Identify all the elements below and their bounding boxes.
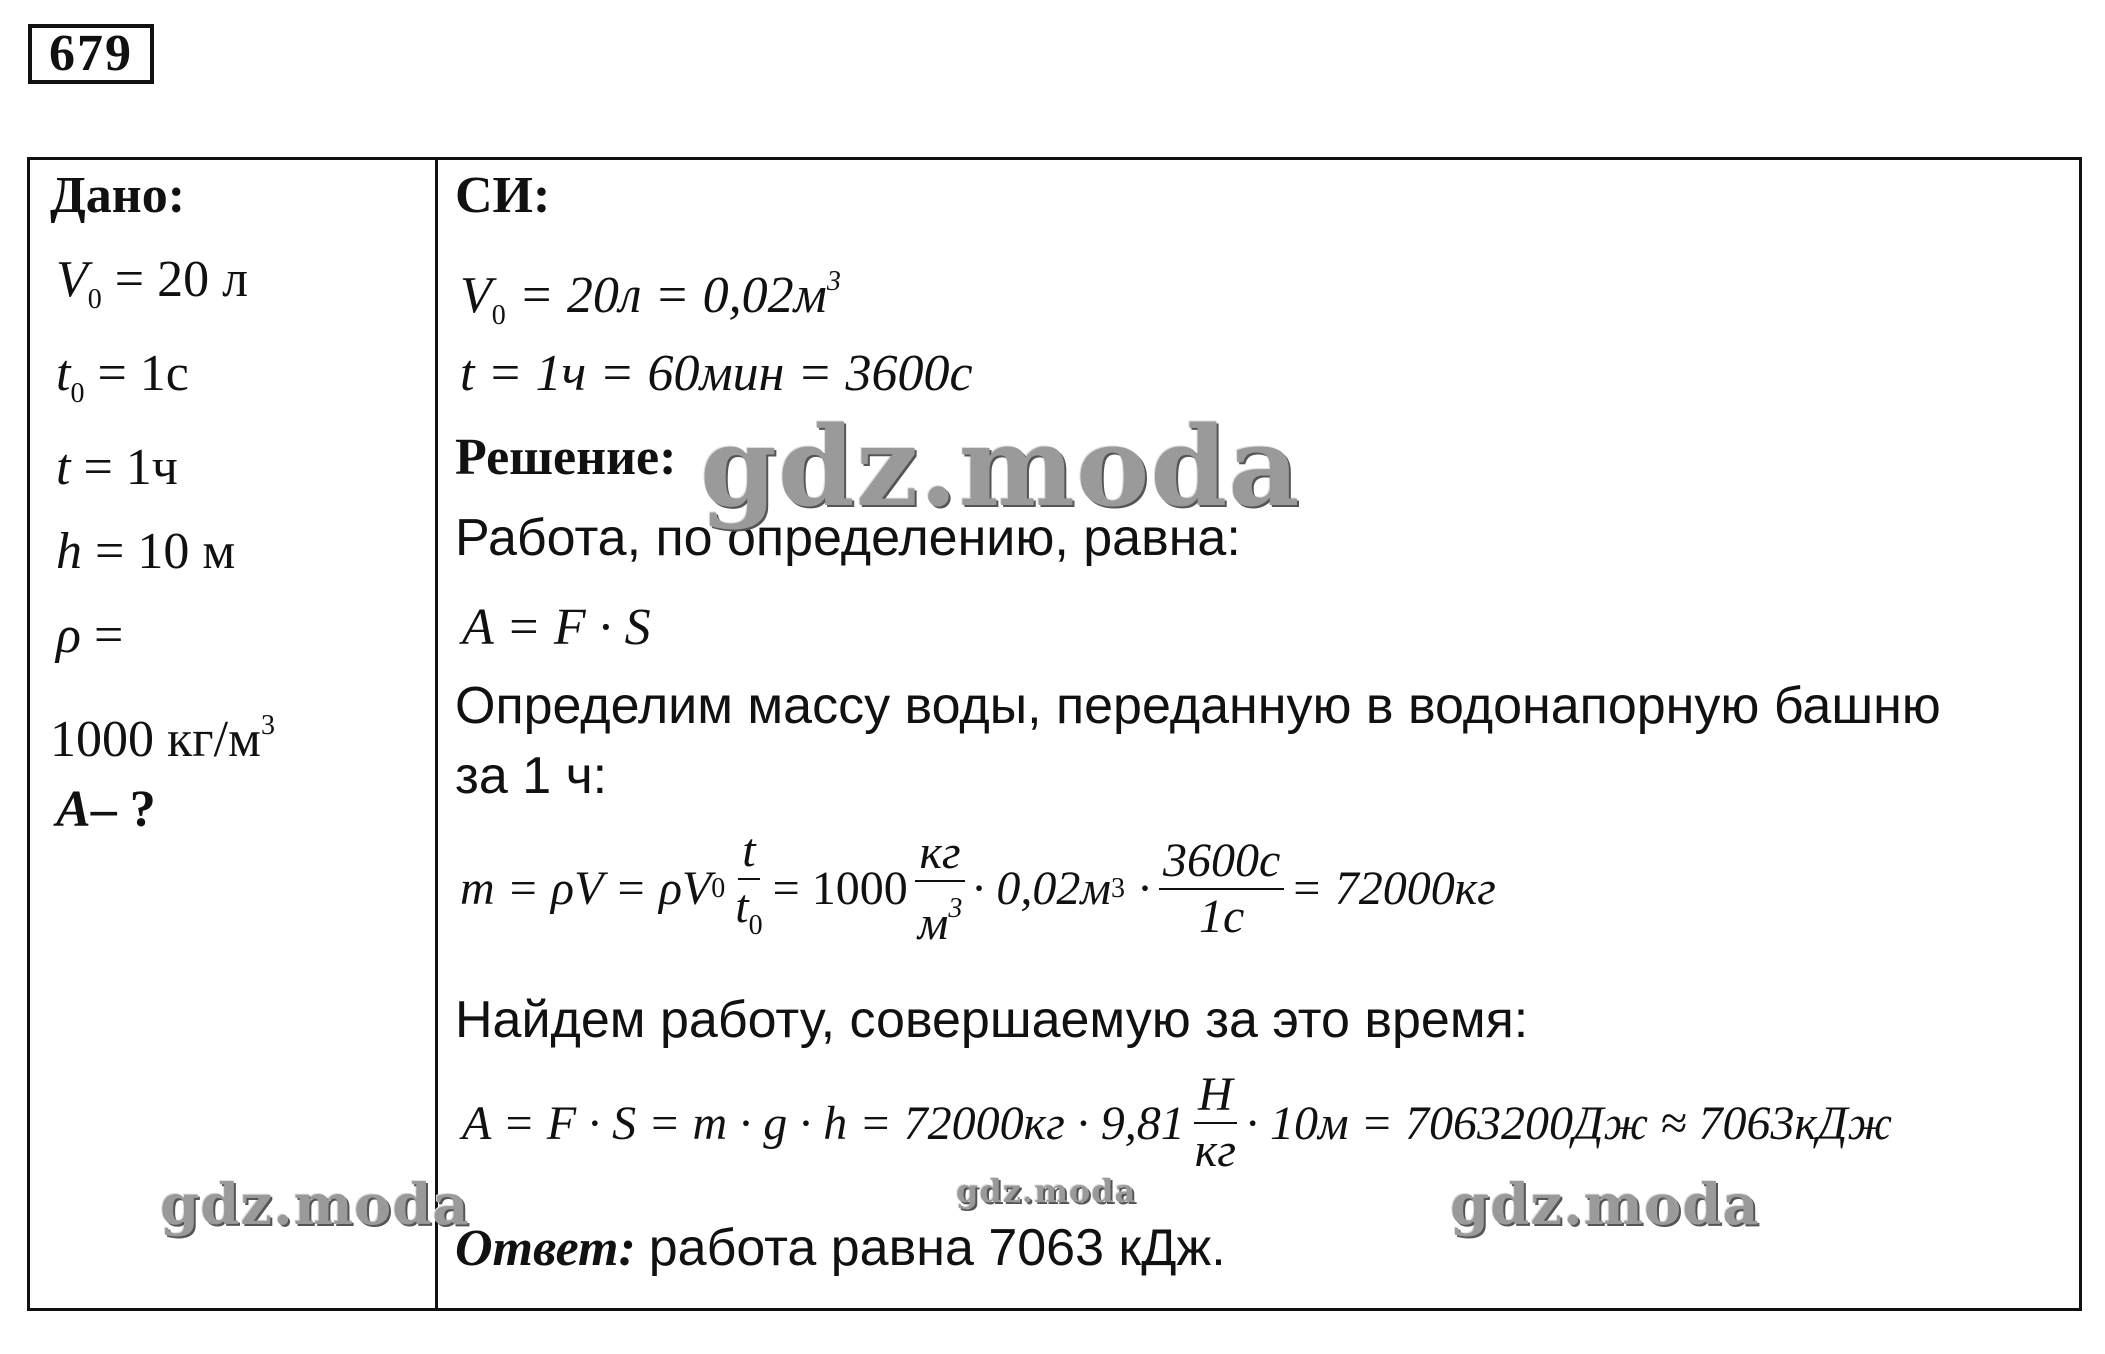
given-v0: $V_0 = 20$ л xyxy=(56,251,249,315)
solution-text-work-definition: Работа, по определению, равна: xyxy=(455,509,1241,567)
answer-text: работа равна 7063 кДж. xyxy=(648,1219,1226,1277)
formula-work-result: A = F · S = m · g · h = 72000кг · 9,81 $\frac{Н}{кг}$ · 10м = 7063200Дж ≈ 7063кДж xyxy=(462,1068,1893,1177)
answer-line xyxy=(455,1218,1226,1279)
solution-text-work: Найдем работу, совершаемую за это время: xyxy=(455,991,1529,1049)
si-heading: СИ: xyxy=(455,167,551,224)
problem-number: 679 xyxy=(28,24,154,84)
solution-text-mass-cont: за 1 ч: xyxy=(455,747,608,805)
given-t: t = 1ч xyxy=(56,439,178,496)
column-divider xyxy=(435,157,438,1311)
given-rho-value: 1000 $кг/м^3$ xyxy=(50,710,275,768)
formula-mass: m = ρV = ρV 0 $\frac{t}{t_0}$ = 1000 $\frac{кг}{м^3}$ · 0,02м 3 · $\frac{3600с}{1с}$ = 72000кг xyxy=(460,824,1496,950)
answer-label: Ответ: xyxy=(455,1220,636,1277)
solution-text-mass: Определим массу воды, переданную в водонапорную башню xyxy=(455,677,1941,735)
given-find: A– ? xyxy=(56,781,156,838)
watermark-left: gdz.moda xyxy=(160,1172,470,1238)
si-v0: $V_0 = 20л = 0,02м^3$ xyxy=(460,266,841,331)
given-h: h = 10 м xyxy=(56,523,236,580)
given-rho: ρ = xyxy=(56,607,124,664)
si-t: t = 1ч = 60мин = 3600с xyxy=(460,345,973,402)
watermark-right: gdz.moda xyxy=(1450,1172,1760,1238)
formula-work: A = F · S xyxy=(462,599,651,656)
watermark-center: gdz.moda xyxy=(956,1172,1137,1210)
watermark-large: gdz.moda xyxy=(700,402,1301,531)
given-heading: Дано: xyxy=(50,167,186,224)
solution-heading: Решение: xyxy=(455,429,677,486)
given-t0: $t_0 = 1с$ xyxy=(56,345,189,409)
